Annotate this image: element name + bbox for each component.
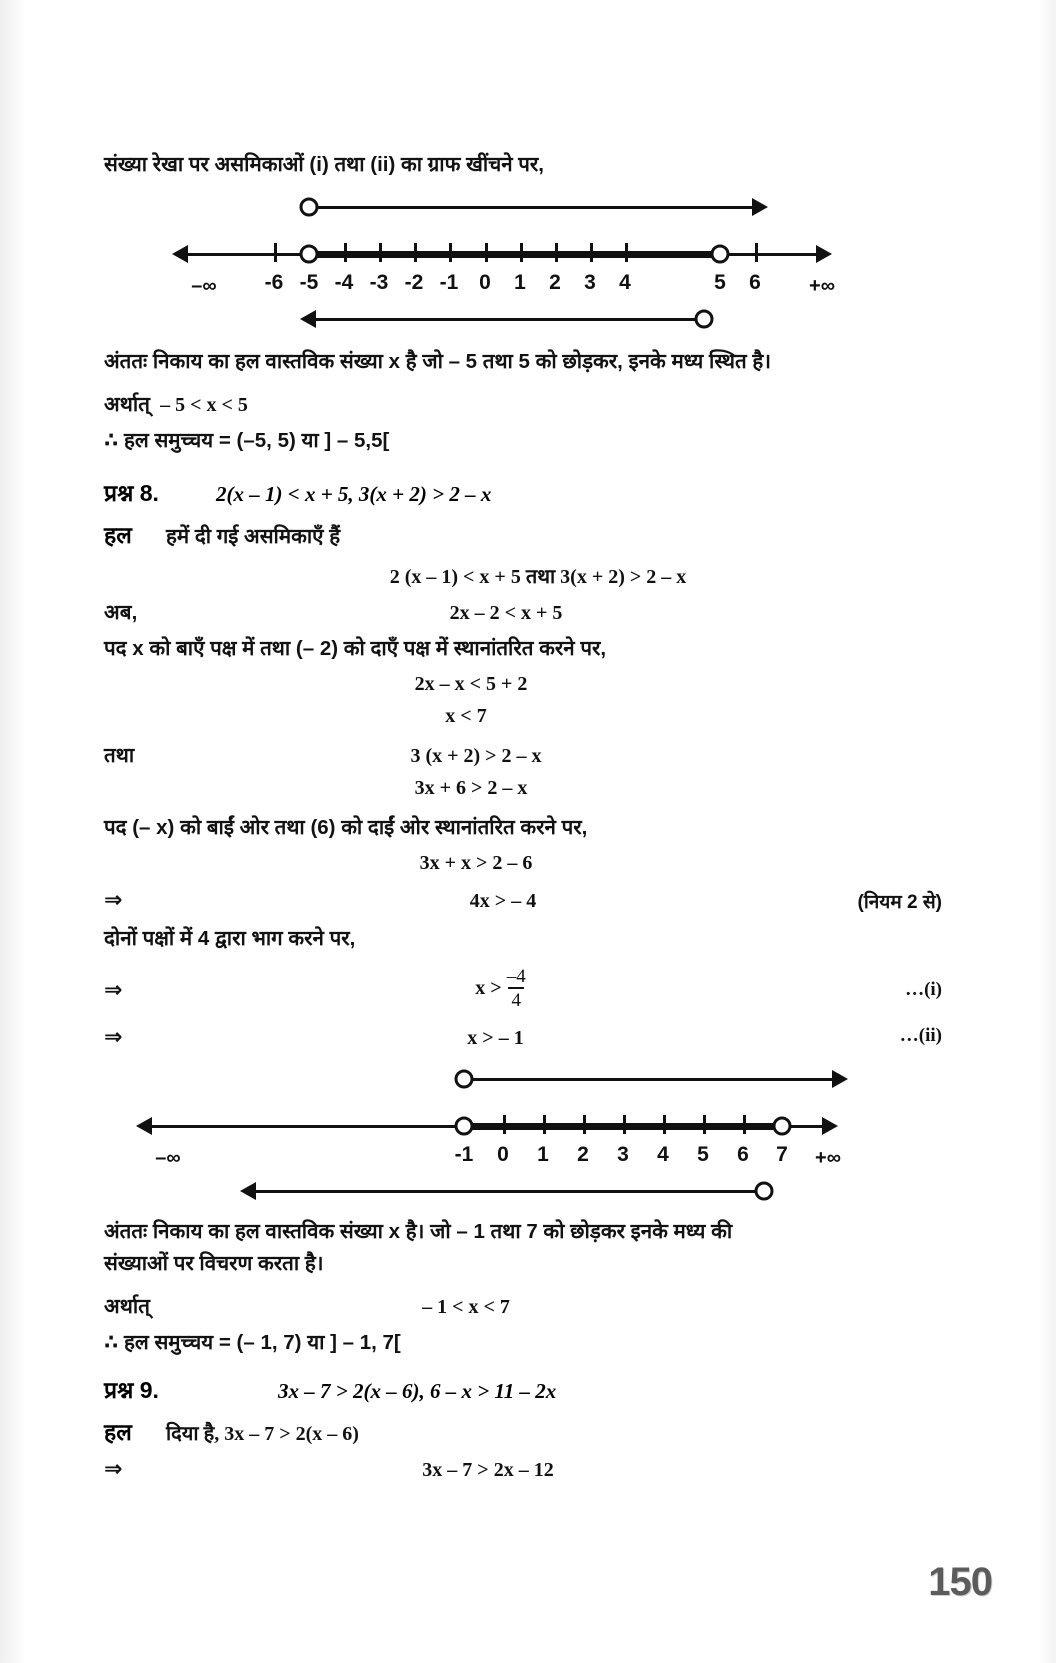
step-row-1 bbox=[104, 598, 942, 628]
tick-minus4-1 bbox=[344, 243, 347, 262]
label-tick-1-1: -5 bbox=[299, 270, 319, 294]
question-9-step-arrow: ⇒ bbox=[104, 1456, 123, 1482]
step-row-11 bbox=[104, 963, 942, 1019]
number-line-figure-2 bbox=[104, 1063, 942, 1211]
top-ray-arrow-right-1 bbox=[752, 198, 768, 216]
label-tick-2-4: 3 bbox=[617, 1142, 629, 1166]
label-tick-1-11: 5 bbox=[714, 270, 726, 294]
tick-4-1 bbox=[625, 243, 628, 262]
label-pos-infinity-2: +∞ bbox=[815, 1146, 841, 1169]
conclusion-2-math: – 1 < x < 7 bbox=[422, 1296, 510, 1318]
tick-minus1-1 bbox=[449, 243, 452, 262]
fraction-lhs: x > bbox=[475, 977, 502, 1000]
step-row-5 bbox=[104, 741, 942, 771]
label-tick-1-10: 4 bbox=[619, 270, 631, 294]
step-text-7: पद (– x) को बाईं ओर तथा (6) को दाईं ओर स्थानांतरित करने पर, bbox=[104, 816, 588, 839]
step-math-11 bbox=[224, 966, 942, 1012]
step-note-11: …(i) bbox=[905, 978, 942, 1000]
label-tick-1-3: -3 bbox=[369, 270, 389, 294]
tick-2-2 bbox=[583, 1115, 586, 1134]
bottom-ray-line-1 bbox=[316, 318, 706, 321]
conclusion-1-line-1: अंततः निकाय का हल वास्तविक संख्या x है जो – 5 तथा 5 को छोड़कर, इनके मध्य स्थित है। bbox=[104, 349, 772, 373]
label-tick-1-6: 0 bbox=[479, 270, 491, 294]
label-tick-2-7: 6 bbox=[737, 1142, 749, 1166]
step-row-3 bbox=[104, 673, 942, 703]
label-tick-1-0: -6 bbox=[264, 270, 284, 294]
step-text-2: पद x को बाएँ पक्ष में तथा (– 2) को दाएँ पक्ष में स्थानांतरित करने पर, bbox=[104, 637, 607, 661]
fraction-numerator: –4 bbox=[506, 966, 526, 987]
label-tick-2-2: 1 bbox=[537, 1142, 549, 1166]
open-circle-7-axis-2 bbox=[773, 1116, 792, 1135]
step-math-8: 3x + x > 2 – 6 bbox=[419, 851, 533, 874]
question-9-label: प्रश्न 9. bbox=[104, 1376, 159, 1403]
label-tick-2-8: 7 bbox=[776, 1142, 788, 1166]
tick-0-1 bbox=[485, 243, 488, 262]
question-9-heading bbox=[104, 1373, 942, 1405]
tick-3-2 bbox=[623, 1115, 626, 1134]
label-tick-1-12: 6 bbox=[749, 270, 761, 294]
question-8-solution-heading bbox=[104, 518, 942, 550]
bottom-ray-arrow-left-2 bbox=[240, 1182, 256, 1200]
step-math-1: 2x – 2 < x + 5 bbox=[449, 602, 563, 625]
top-ray-line-1 bbox=[309, 206, 754, 209]
question-9-statement: 3x – 7 > 2(x – 6), 6 – x > 11 – 2x bbox=[278, 1378, 557, 1403]
question-8-statement: 2(x – 1) < x + 5, 3(x + 2) > 2 – x bbox=[216, 482, 492, 507]
tick-3-1 bbox=[590, 243, 593, 262]
question-8-solution-intro: हमें दी गई असमिकाएँ हैं bbox=[166, 525, 341, 549]
fraction-denominator: 4 bbox=[508, 987, 524, 1010]
bottom-ray-line-2 bbox=[256, 1190, 766, 1193]
question-9-solution-heading bbox=[104, 1415, 942, 1447]
intro-line: संख्या रेखा पर असमिकाओं (i) तथा (ii) का ग्राफ खींचने पर, bbox=[104, 153, 545, 176]
step-label-1: अब, bbox=[104, 601, 138, 625]
step-row-9 bbox=[104, 888, 942, 918]
label-tick-1-4: -2 bbox=[404, 270, 424, 294]
tick-minus2-1 bbox=[414, 243, 417, 262]
label-tick-2-1: 0 bbox=[497, 1142, 509, 1166]
label-tick-1-8: 2 bbox=[549, 270, 561, 294]
label-neg-infinity-2: –∞ bbox=[155, 1146, 181, 1169]
conclusion-2-label: अर्थात् bbox=[104, 1295, 151, 1318]
step-text-10: दोनों पक्षों में 4 द्वारा भाग करने पर, bbox=[104, 926, 356, 950]
step-arrow-11: ⇒ bbox=[104, 978, 123, 1003]
open-circle-minus1-top bbox=[455, 1069, 474, 1088]
step-math-6: 3x + 6 > 2 – x bbox=[414, 777, 528, 799]
step-math-5: 3 (x + 2) > 2 – x bbox=[410, 745, 542, 767]
question-8-heading bbox=[104, 476, 942, 508]
conclusion-2-line-2: संख्याओं पर विचरण करता है। bbox=[104, 1252, 324, 1276]
label-tick-1-7: 1 bbox=[514, 270, 526, 294]
label-neg-infinity-1: –∞ bbox=[191, 274, 217, 297]
question-8-solution-label: हल bbox=[104, 522, 132, 549]
axis-arrow-right-2 bbox=[822, 1117, 838, 1135]
tick-minus6-1 bbox=[274, 243, 277, 262]
step-row-12 bbox=[104, 1025, 942, 1055]
step-math-12: x > – 1 bbox=[467, 1026, 524, 1049]
question-9-step-row bbox=[104, 1457, 942, 1487]
question-9-solution-label: हल bbox=[104, 1418, 132, 1445]
label-tick-1-2: -4 bbox=[334, 270, 354, 294]
conclusion-1-line-2 bbox=[104, 390, 942, 420]
page-number: 150 bbox=[928, 1560, 992, 1604]
label-tick-2-5: 4 bbox=[657, 1142, 669, 1166]
open-circle-7-bottom bbox=[755, 1181, 774, 1200]
conclusion-2-line-1: अंततः निकाय का हल वास्तविक संख्या x है। जो – 1 तथा 7 को छोड़कर इनके मध्य की bbox=[104, 1219, 733, 1243]
step-math-0: 2 (x – 1) < x + 5 तथा 3(x + 2) > 2 – x bbox=[389, 566, 687, 589]
question-8-label: प्रश्न 8. bbox=[104, 480, 159, 507]
label-tick-2-6: 5 bbox=[697, 1142, 709, 1166]
top-ray-line-2 bbox=[464, 1078, 834, 1081]
top-ray-arrow-right-2 bbox=[832, 1070, 848, 1088]
open-circle-5-bottom bbox=[695, 309, 714, 328]
conclusion-1-label: अर्थात् bbox=[104, 392, 151, 416]
axis-arrow-left-2 bbox=[136, 1117, 152, 1135]
tick-1-1 bbox=[520, 243, 523, 262]
step-arrow-9: ⇒ bbox=[104, 887, 123, 913]
step-row-0 bbox=[104, 562, 942, 592]
label-tick-1-5: -1 bbox=[439, 270, 459, 294]
step-math-9: 4x > – 4 bbox=[469, 889, 537, 912]
tick-6-2 bbox=[743, 1115, 746, 1134]
conclusion-1-line-3: ∴ हल समुच्चय = (–5, 5) या ] – 5,5[ bbox=[104, 428, 390, 452]
label-pos-infinity-1: +∞ bbox=[809, 274, 835, 297]
label-tick-2-0: -1 bbox=[454, 1142, 474, 1166]
axis-arrow-left-1 bbox=[172, 245, 188, 263]
step-row-4 bbox=[104, 705, 942, 735]
tick-2-1 bbox=[555, 243, 558, 262]
question-9-solution-intro: दिया है, 3x – 7 > 2(x – 6) bbox=[166, 1422, 359, 1445]
open-circle-minus1-axis-2 bbox=[455, 1116, 474, 1135]
label-tick-1-9: 3 bbox=[584, 270, 596, 294]
conclusion-2-line-3 bbox=[104, 1292, 942, 1322]
tick-minus3-1 bbox=[379, 243, 382, 262]
step-arrow-12: ⇒ bbox=[104, 1024, 123, 1050]
bottom-ray-arrow-left-1 bbox=[300, 310, 316, 328]
page-content bbox=[104, 150, 942, 1493]
tick-4-2 bbox=[663, 1115, 666, 1134]
tick-1-2 bbox=[543, 1115, 546, 1134]
axis-solution-segment-1 bbox=[309, 251, 720, 258]
conclusion-1-math: – 5 < x < 5 bbox=[160, 393, 248, 416]
tick-0-2 bbox=[503, 1115, 506, 1134]
step-row-8 bbox=[104, 852, 942, 882]
step-note-12: …(ii) bbox=[899, 1024, 942, 1046]
step-note-9: (नियम 2 से) bbox=[857, 891, 942, 913]
number-line-figure-1 bbox=[104, 193, 942, 341]
conclusion-2-line-4: ∴ हल समुच्चय = (– 1, 7) या ] – 1, 7[ bbox=[104, 1331, 401, 1354]
open-circle-minus5-axis-1 bbox=[300, 244, 319, 263]
step-math-4: x < 7 bbox=[445, 705, 487, 727]
label-tick-2-3: 2 bbox=[577, 1142, 589, 1166]
step-row-6 bbox=[104, 777, 942, 807]
axis-arrow-right-1 bbox=[816, 245, 832, 263]
fraction-minus4-over-4 bbox=[504, 967, 529, 1010]
tick-5-2 bbox=[703, 1115, 706, 1134]
open-circle-minus5-top bbox=[300, 197, 319, 216]
step-label-5: तथा bbox=[104, 744, 135, 767]
question-9-step-math: 3x – 7 > 2x – 12 bbox=[422, 1458, 554, 1481]
tick-6-1 bbox=[755, 243, 758, 262]
open-circle-5-axis-1 bbox=[711, 244, 730, 263]
step-math-3: 2x – x < 5 + 2 bbox=[414, 673, 528, 695]
